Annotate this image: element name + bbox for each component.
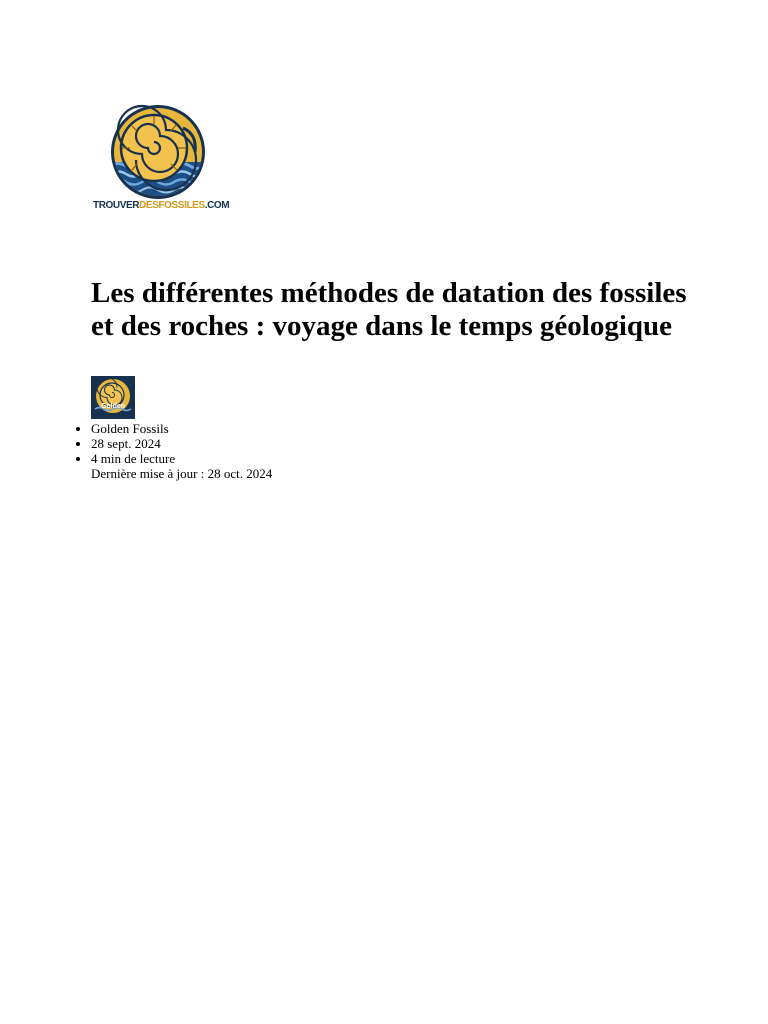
post-meta-read-time — [91, 451, 272, 481]
post-date: 28 sept. 2024 — [91, 436, 161, 451]
last-updated: Dernière mise à jour : 28 oct. 2024 — [91, 466, 273, 481]
site-logo[interactable] — [90, 100, 230, 218]
author-avatar[interactable] — [91, 376, 135, 419]
logo-wordmark: TROUVERDESFOSSILES.COM — [93, 200, 230, 211]
ammonite-fossil-icon — [90, 100, 226, 200]
author-name[interactable]: Golden Fossils — [91, 421, 169, 436]
article-title: Les différentes méthodes de datation des fossiles et des roches : voyage dans le temps géologique — [91, 277, 687, 342]
read-time: 4 min de lecture — [91, 451, 176, 466]
post-meta-list — [0, 376, 272, 481]
avatar-label-icon: • Golden — [100, 403, 126, 410]
post-meta-author — [91, 376, 272, 436]
post-meta-date — [91, 436, 272, 451]
